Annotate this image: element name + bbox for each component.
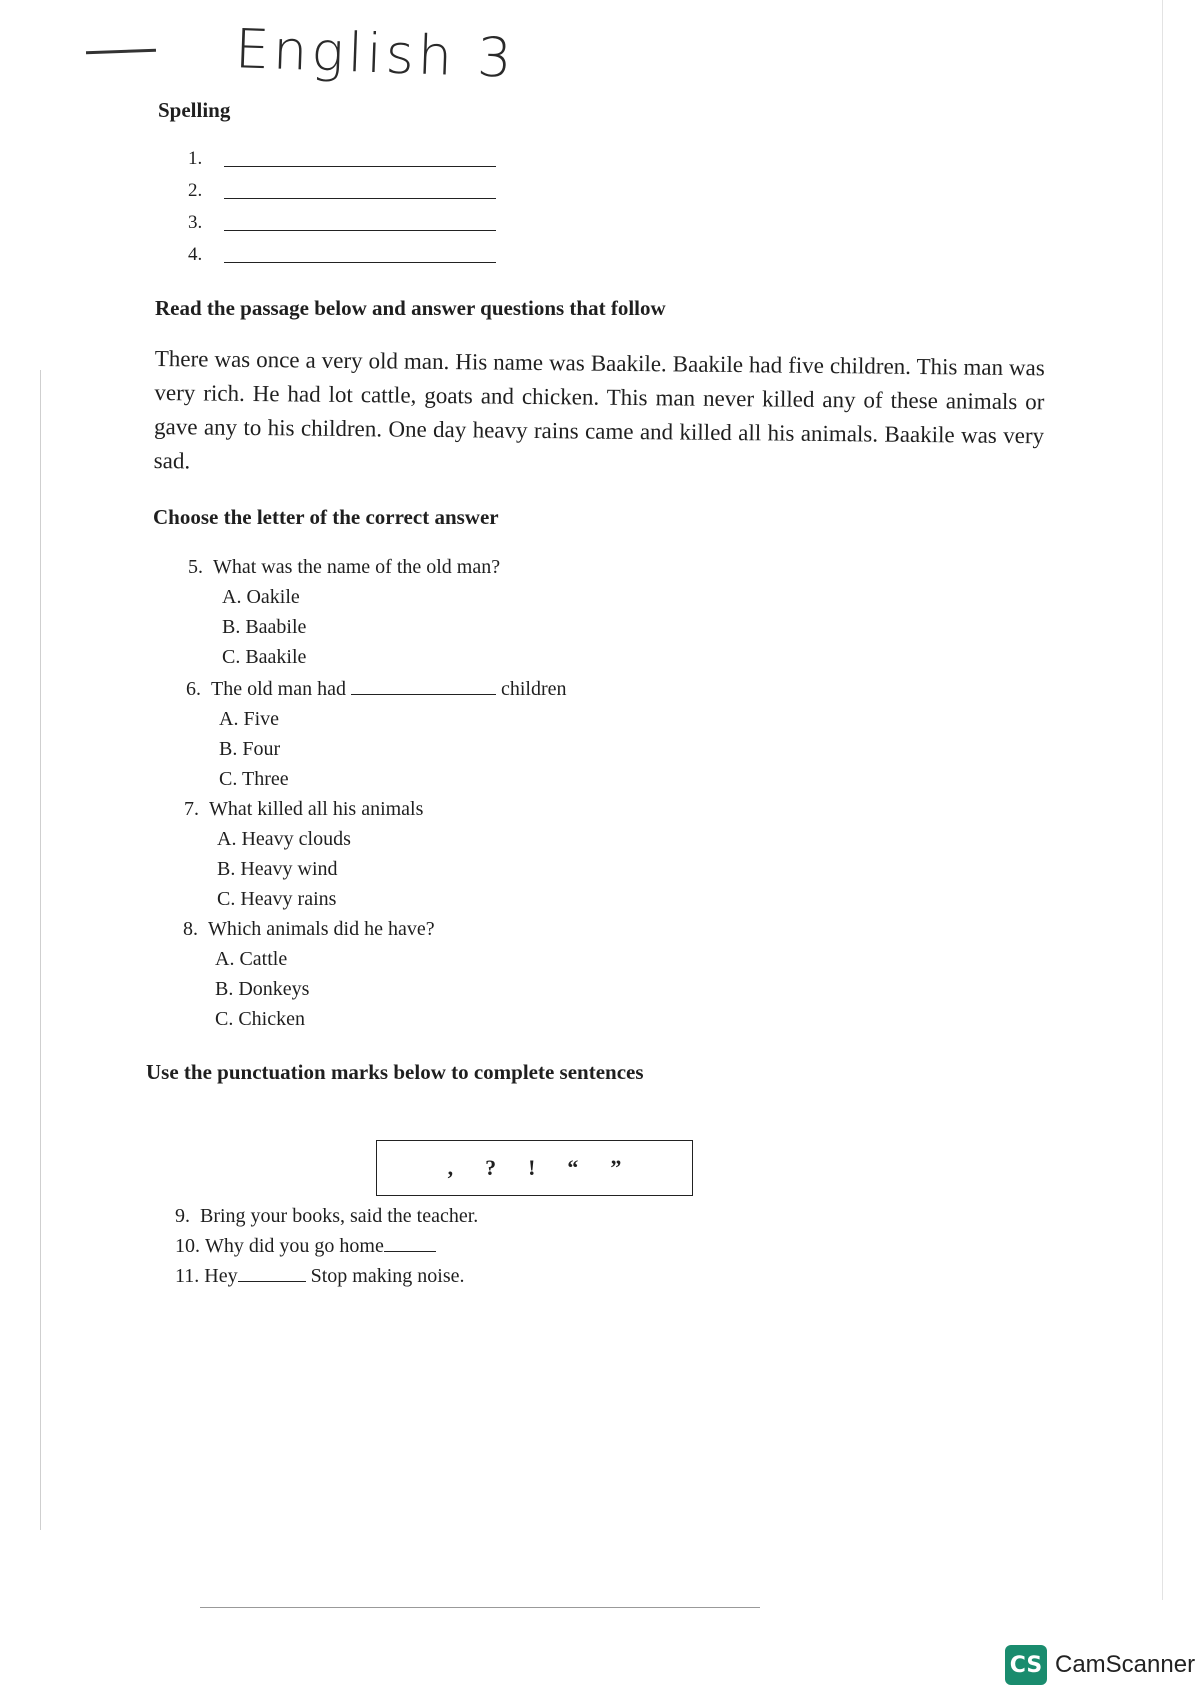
sentence-text: Bring your books, said the teacher. [200, 1205, 479, 1227]
question-number: 6. [186, 678, 201, 700]
comma-mark: , [447, 1155, 454, 1180]
sentence-number: 11. [175, 1265, 200, 1287]
question-text-before: The old man had [211, 678, 346, 700]
question-mark: ? [485, 1155, 497, 1180]
option-8b[interactable]: B. Donkeys [215, 978, 310, 1000]
question-text-after: children [500, 678, 567, 700]
camscanner-watermark [1005, 1645, 1195, 1685]
spelling-line-3 [188, 212, 202, 234]
spelling-line-4 [188, 244, 202, 266]
camscanner-logo-icon: CS [1005, 1645, 1047, 1685]
sentence-10 [175, 1235, 436, 1258]
question-number: 8. [183, 918, 198, 940]
option-6c[interactable]: C. Three [219, 768, 289, 790]
answer-blank[interactable] [224, 166, 496, 167]
spelling-number: 4. [188, 244, 203, 265]
scan-edge-bottom [200, 1607, 760, 1608]
pen-dash-mark [86, 49, 156, 54]
sentence-text-after: Stop making noise. [310, 1265, 465, 1287]
open-quote-mark: “ [567, 1155, 579, 1180]
answer-blank[interactable] [224, 230, 496, 231]
spelling-number: 2. [188, 180, 203, 201]
sentence-text-before: Hey [204, 1265, 238, 1287]
spelling-line-2 [188, 180, 202, 202]
answer-blank[interactable] [224, 198, 496, 199]
question-6 [186, 678, 567, 701]
sentence-number: 9. [175, 1205, 190, 1227]
option-8a[interactable]: A. Cattle [215, 948, 288, 970]
camscanner-label: CamScanner [1055, 1651, 1196, 1678]
option-6b[interactable]: B. Four [219, 738, 281, 760]
reading-instruction: Read the passage below and answer questions that follow [155, 296, 666, 320]
answer-blank[interactable] [224, 262, 496, 263]
option-6a[interactable]: A. Five [219, 708, 279, 730]
question-text: What was the name of the old man? [213, 556, 501, 578]
answer-blank[interactable] [238, 1281, 306, 1282]
question-5 [188, 556, 500, 579]
sentence-9 [175, 1205, 478, 1228]
option-7c[interactable]: C. Heavy rains [217, 888, 337, 910]
close-quote-mark: ” [610, 1155, 622, 1180]
option-7a[interactable]: A. Heavy clouds [217, 828, 351, 850]
question-number: 5. [188, 556, 203, 578]
reading-passage: There was once a very old man. His name was Baakile. Baakile had five children. This man was very rich. He had lot cattle, goats and chicken. This man never killed any of these animals or gave any to his children. One day heavy rains came and killed all his animals. Baakile was very sad. [153, 345, 1045, 474]
option-8c[interactable]: C. Chicken [215, 1008, 305, 1030]
option-5b[interactable]: B. Baabile [222, 616, 307, 638]
option-5c[interactable]: C. Baakile [222, 646, 307, 668]
question-8 [183, 918, 435, 941]
mcq-instruction: Choose the letter of the correct answer [153, 505, 499, 529]
sentence-text: Why did you go home [205, 1235, 384, 1257]
exclamation-mark: ! [528, 1155, 536, 1180]
sentence-11 [175, 1265, 464, 1288]
spelling-heading: Spelling [158, 98, 231, 122]
sentence-number: 10. [175, 1235, 200, 1257]
handwritten-title: English 3 [233, 17, 517, 90]
punctuation-marks-box [376, 1140, 693, 1196]
option-5a[interactable]: A. Oakile [222, 586, 300, 608]
question-text: What killed all his animals [209, 798, 424, 820]
option-7b[interactable]: B. Heavy wind [217, 858, 338, 880]
spelling-line-1 [188, 148, 202, 170]
spelling-number: 3. [188, 212, 203, 233]
answer-blank[interactable] [351, 694, 496, 695]
question-number: 7. [184, 798, 199, 820]
scan-edge-left [40, 370, 41, 1530]
scan-edge-right [1162, 0, 1163, 1600]
punctuation-instruction: Use the punctuation marks below to complete sentences [146, 1060, 644, 1084]
question-7 [184, 798, 423, 821]
answer-blank[interactable] [384, 1251, 436, 1252]
spelling-number: 1. [188, 148, 203, 169]
question-text: Which animals did he have? [208, 918, 435, 940]
